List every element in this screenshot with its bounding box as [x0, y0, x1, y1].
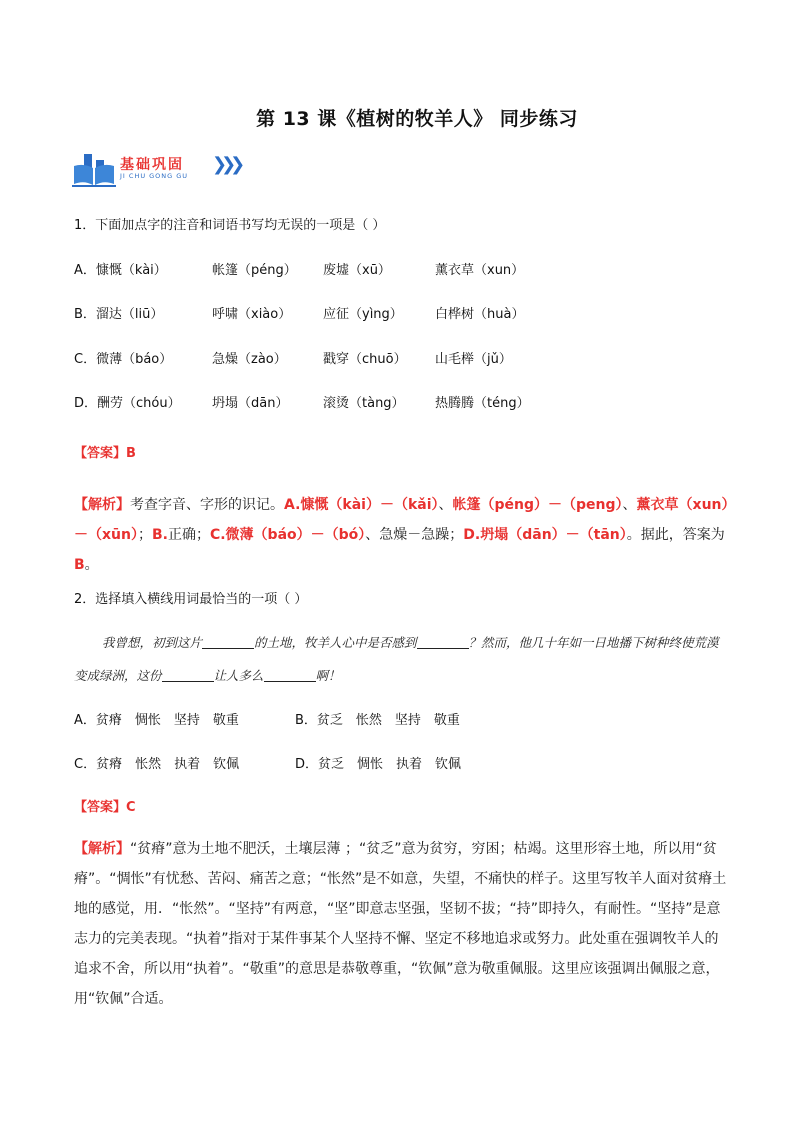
option-d-1: D．酬劳（chóu） [74, 396, 181, 411]
explanation-segment: 考查字音、字形的识记。 [130, 497, 284, 513]
explanation-segment: A.慷慨（kài）－（kǎi） [284, 497, 439, 513]
option-a-1: A．慷慨（kài） [74, 263, 167, 278]
explanation-label: 【解析】 [74, 841, 130, 857]
option-c-3: 戳穿（chuō） [323, 352, 407, 367]
explanation-text: “贫瘠”意为土地不肥沃，土壤层薄 ；“贫乏”意为贫穷，穷困；枯竭。这里形容土地，所以用“贫瘠”。“惆怅”有忧愁、苦闷、痛苦之意；“怅然”是不如意，失望，不痛快的样子。这里写牧羊人面对贫瘠土地的感觉，用．“怅然”。“坚持”有两意，“坚”即意志坚强，坚韧不拔；“持”即持久，有耐性。“坚持”是意志力的完美表现。“执着”指对于某件事某个人坚持不懈、坚定不移地追求或努力。此处重在强调牧羊人的追求不舍，所以用“执着”。“敬重”的意思是恭敬尊重，“钦佩”意为敬重佩服。这里应该强调出佩服之意，用“钦佩”合适。 [74, 841, 727, 1007]
explanation-segment: 帐篷（péng）－（peng） [452, 497, 623, 513]
banner-label: 基础巩固 [120, 157, 184, 173]
question-1-answer [74, 442, 136, 461]
explanation-segment: B [74, 557, 85, 573]
double-chevron-icon: ❯❯❯ [212, 154, 240, 175]
question-1-stem: 1．下面加点字的注音和词语书写均无误的一项是（ ） [74, 218, 386, 233]
answer-value: C [126, 800, 136, 815]
option-2-a: A．贫瘠 惆怅 坚持 敬重 [74, 713, 239, 728]
option-a-3: 废墟（xū） [323, 263, 391, 278]
sentence-part: 我曾想，初到这片 [102, 635, 203, 650]
answer-label: 【答案】 [74, 446, 127, 461]
explanation-segment: 。 [84, 557, 99, 573]
section-banner [72, 152, 252, 192]
explanation-segment: D.坍塌（dān）－（tān） [463, 527, 627, 543]
blank-3 [162, 667, 214, 682]
banner-pinyin: JI CHU GONG GU [120, 172, 189, 180]
sentence-part: 的土地，牧羊人心中是否感到 [254, 635, 417, 650]
option-c-4: 山毛榉（jǔ） [435, 352, 512, 367]
book-icon [72, 154, 116, 188]
option-c-2: 急燥（zào） [212, 352, 287, 367]
option-b-1: B．溜达（liū） [74, 307, 164, 322]
option-2-b: B．贫乏 怅然 坚持 敬重 [295, 713, 460, 728]
explanation-label: 【解析】 [74, 497, 130, 513]
sentence-part: 啊！ [315, 668, 341, 683]
option-b-3: 应征（yìng） [323, 307, 403, 322]
blank-2 [417, 634, 469, 649]
explanation-segment: C.微薄（báo）－（bó） [209, 527, 366, 543]
question-2-answer [74, 796, 136, 815]
explanation-segment: 正确； [167, 527, 210, 543]
explanation-segment: 、 [438, 497, 453, 513]
explanation-segment: 、急燥－急躁； [365, 527, 464, 543]
option-2-c: C．贫瘠 怅然 执着 钦佩 [74, 757, 240, 772]
sentence-part: ？然而，他几十年如一日地播下树种终使荒漠变成绿洲，这份 [74, 635, 719, 683]
blank-4 [264, 667, 316, 682]
option-a-2: 帐篷（péng） [212, 263, 297, 278]
answer-label: 【答案】 [74, 800, 127, 815]
question-2-sentence [74, 626, 730, 692]
question-2-stem: 2．选择填入横线用词最恰当的一项（ ） [74, 592, 308, 607]
explanation-segment: ； [137, 527, 152, 543]
page-title: 第 13 课《植树的牧羊人》 同步练习 [256, 108, 578, 130]
explanation-segment: 、 [622, 497, 637, 513]
option-b-4: 白桦树（huà） [435, 307, 525, 322]
option-d-4: 热腾腾（téng） [435, 396, 530, 411]
explanation-segment: 。据此，答案为 [626, 527, 725, 543]
option-2-d: D．贫乏 惆怅 执着 钦佩 [295, 757, 462, 772]
answer-value: B [126, 446, 136, 461]
blank-1 [202, 634, 254, 649]
option-a-4: 薰衣草（xun） [435, 263, 525, 278]
explanation-segment: 薰衣草（xun）－（xūn） [74, 497, 729, 543]
question-1-explanation [74, 490, 730, 580]
question-2-explanation [74, 834, 730, 1014]
option-c-1: C．微薄（báo） [74, 352, 173, 367]
option-b-2: 呼啸（xiào） [212, 307, 292, 322]
sentence-part: 让人多么 [213, 668, 264, 683]
explanation-text [74, 497, 729, 573]
option-d-3: 滚烫（tàng） [323, 396, 405, 411]
explanation-segment: B. [151, 527, 168, 543]
option-d-2: 坍塌（dān） [212, 396, 289, 411]
